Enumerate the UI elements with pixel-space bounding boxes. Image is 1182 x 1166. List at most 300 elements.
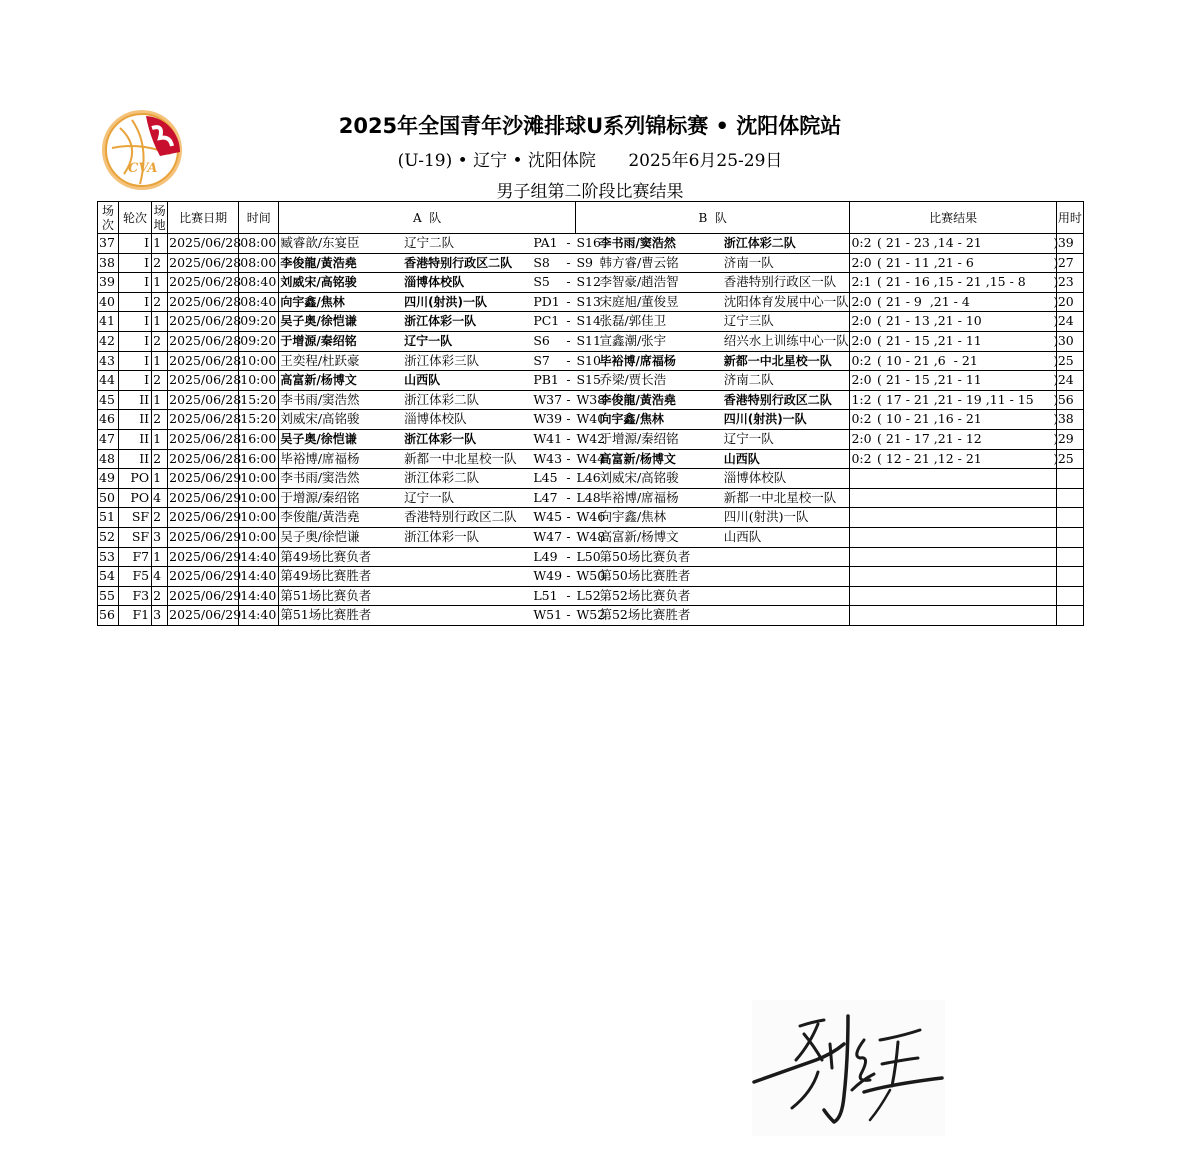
signature <box>752 1000 945 1136</box>
cell-round: I <box>119 331 152 351</box>
cell-team-b-name <box>723 547 850 567</box>
cell-code-b: L46 <box>575 469 598 489</box>
cell-court: 1 <box>152 429 168 449</box>
cell-duration <box>1056 567 1083 587</box>
cell-team-a-name: 淄博体校队 <box>403 273 532 293</box>
cell-team-a-name <box>403 567 532 587</box>
table-row <box>98 527 1084 547</box>
cell-team-b-name: 淄博体校队 <box>723 469 850 489</box>
cell-team-b-name: 沈阳体育发展中心一队 <box>723 292 850 312</box>
cell-round: F7 <box>119 547 152 567</box>
cell-separator: - <box>565 586 575 606</box>
cell-separator: - <box>565 234 575 254</box>
cell-date: 2025/06/28 <box>168 390 239 410</box>
cell-round: I <box>119 292 152 312</box>
cell-set-close: ) <box>1052 410 1056 430</box>
cell-code-a: PB1 <box>532 371 565 391</box>
table-row <box>98 488 1084 508</box>
cell-set-scores: ( 10 - 21 ,6 - 21 <box>876 351 1052 371</box>
cell-time: 16:00 <box>239 429 279 449</box>
cell-team-a-name <box>403 547 532 567</box>
cell-time: 08:00 <box>239 253 279 273</box>
group-heading: 男子组第二阶段比赛结果 <box>496 182 684 202</box>
cell-date: 2025/06/28 <box>168 371 239 391</box>
cell-team-a-players: 第51场比赛胜者 <box>279 606 403 626</box>
cell-separator: - <box>565 312 575 332</box>
cell-team-b-name <box>723 567 850 587</box>
cell-team-b-name: 山西队 <box>723 449 850 469</box>
cell-date: 2025/06/29 <box>168 586 239 606</box>
cell-duration <box>1056 527 1083 547</box>
cell-team-b-name: 香港特别行政区一队 <box>723 273 850 293</box>
cell-court: 3 <box>152 527 168 547</box>
cell-duration: 29 <box>1056 429 1083 449</box>
cell-court: 2 <box>152 508 168 528</box>
cell-set-scores <box>876 586 1052 606</box>
cell-code-b: W44 <box>575 449 598 469</box>
cell-score: 0:2 <box>850 234 876 254</box>
cell-court: 1 <box>152 390 168 410</box>
cell-set-scores <box>876 527 1052 547</box>
table-header-row <box>98 202 1084 234</box>
table-row <box>98 390 1084 410</box>
cell-court: 2 <box>152 410 168 430</box>
cell-date: 2025/06/28 <box>168 410 239 430</box>
cell-code-b: L52 <box>575 586 598 606</box>
cell-team-b-players: 李书雨/窦浩然 <box>598 234 722 254</box>
cell-no: 41 <box>98 312 119 332</box>
cell-round: II <box>119 390 152 410</box>
cell-code-b: S14 <box>575 312 598 332</box>
cell-team-b-players: 李俊龍/黃浩堯 <box>598 390 722 410</box>
cell-set-scores <box>876 606 1052 626</box>
cell-team-b-players: 张磊/郭佳卫 <box>598 312 722 332</box>
cell-score: 2:0 <box>850 371 876 391</box>
table-row <box>98 449 1084 469</box>
cell-duration <box>1056 606 1083 626</box>
cell-separator: - <box>565 469 575 489</box>
cell-set-scores: ( 21 - 23 ,14 - 21 <box>876 234 1052 254</box>
cell-score <box>850 547 876 567</box>
cell-team-b-name: 四川(射洪)一队 <box>723 410 850 430</box>
cell-time: 09:20 <box>239 312 279 332</box>
table-row <box>98 567 1084 587</box>
cell-team-b-players: 刘威宋/高铭骏 <box>598 469 722 489</box>
cell-team-b-players: 第50场比赛胜者 <box>598 567 722 587</box>
cell-code-b: S13 <box>575 292 598 312</box>
cell-score: 0:2 <box>850 351 876 371</box>
header-round: 轮次 <box>119 202 152 234</box>
cell-set-scores: ( 21 - 16 ,15 - 21 ,15 - 8 <box>876 273 1052 293</box>
cell-team-a-name: 浙江体彩一队 <box>403 312 532 332</box>
table-row <box>98 273 1084 293</box>
cell-set-scores: ( 21 - 11 ,21 - 6 <box>876 253 1052 273</box>
cell-score <box>850 488 876 508</box>
cell-time: 14:40 <box>239 586 279 606</box>
cell-code-b: S15 <box>575 371 598 391</box>
cell-team-a-name: 新都一中北星校一队 <box>403 449 532 469</box>
cell-team-a-players: 于增源/秦绍铭 <box>279 331 403 351</box>
cell-court: 1 <box>152 312 168 332</box>
cell-court: 1 <box>152 351 168 371</box>
cell-score <box>850 469 876 489</box>
cell-team-b-players: 第52场比赛负者 <box>598 586 722 606</box>
cell-set-close: ) <box>1052 371 1056 391</box>
cell-separator: - <box>565 410 575 430</box>
cell-team-a-players: 吴子奥/徐恺谦 <box>279 527 403 547</box>
cell-no: 53 <box>98 547 119 567</box>
cell-round: I <box>119 351 152 371</box>
cell-date: 2025/06/28 <box>168 253 239 273</box>
table-row <box>98 331 1084 351</box>
cell-set-scores: ( 10 - 21 ,16 - 21 <box>876 410 1052 430</box>
cell-code-b: L50 <box>575 547 598 567</box>
cell-team-a-players: 刘威宋/高铭骏 <box>279 273 403 293</box>
cell-court: 2 <box>152 331 168 351</box>
cell-duration: 38 <box>1056 410 1083 430</box>
cell-set-scores: ( 17 - 21 ,21 - 19 ,11 - 15 <box>876 390 1052 410</box>
page-subtitle: (U-19) • 辽宁 • 沈阳体院 2025年6月25-29日 <box>397 151 783 171</box>
cell-separator: - <box>565 253 575 273</box>
cell-date: 2025/06/29 <box>168 508 239 528</box>
cell-date: 2025/06/28 <box>168 292 239 312</box>
cell-team-b-name: 辽宁三队 <box>723 312 850 332</box>
cell-court: 1 <box>152 547 168 567</box>
cell-no: 49 <box>98 469 119 489</box>
cell-team-b-players: 韩方睿/曹云铭 <box>598 253 722 273</box>
cell-set-scores <box>876 488 1052 508</box>
cell-set-scores: ( 21 - 9 ,21 - 4 <box>876 292 1052 312</box>
cell-team-b-name <box>723 606 850 626</box>
cell-score <box>850 508 876 528</box>
cell-court: 1 <box>152 234 168 254</box>
cell-team-a-name: 浙江体彩一队 <box>403 429 532 449</box>
cell-separator: - <box>565 488 575 508</box>
cell-duration <box>1056 508 1083 528</box>
cell-duration <box>1056 469 1083 489</box>
cell-round: PO <box>119 469 152 489</box>
cell-duration: 23 <box>1056 273 1083 293</box>
cell-set-close: ) <box>1052 312 1056 332</box>
cell-team-a-players: 毕裕博/席福杨 <box>279 449 403 469</box>
cell-code-b: W48 <box>575 527 598 547</box>
cell-score <box>850 586 876 606</box>
cell-duration <box>1056 488 1083 508</box>
cell-team-a-name: 浙江体彩一队 <box>403 527 532 547</box>
cell-team-b-players: 向宇鑫/焦林 <box>598 410 722 430</box>
cell-separator: - <box>565 508 575 528</box>
cell-code-a: W47 <box>532 527 565 547</box>
cell-separator: - <box>565 567 575 587</box>
cell-duration: 56 <box>1056 390 1083 410</box>
cell-team-b-players: 向宇鑫/焦林 <box>598 508 722 528</box>
cell-no: 40 <box>98 292 119 312</box>
cell-round: F3 <box>119 586 152 606</box>
cell-code-a: W37 <box>532 390 565 410</box>
cell-round: I <box>119 253 152 273</box>
cell-round: PO <box>119 488 152 508</box>
cell-code-a: L47 <box>532 488 565 508</box>
table-row <box>98 234 1084 254</box>
cell-team-a-players: 刘威宋/高铭骏 <box>279 410 403 430</box>
table-row <box>98 253 1084 273</box>
cell-date: 2025/06/28 <box>168 234 239 254</box>
cell-no: 39 <box>98 273 119 293</box>
cell-round: II <box>119 449 152 469</box>
cell-time: 14:40 <box>239 567 279 587</box>
cell-duration: 24 <box>1056 371 1083 391</box>
cell-time: 15:20 <box>239 410 279 430</box>
cell-team-a-players: 李俊龍/黃浩堯 <box>279 253 403 273</box>
cell-time: 09:20 <box>239 331 279 351</box>
cell-court: 4 <box>152 488 168 508</box>
page-title: 2025年全国青年沙滩排球U系列锦标赛 • 沈阳体院站 <box>338 114 842 138</box>
cell-score: 2:0 <box>850 253 876 273</box>
cell-court: 1 <box>152 469 168 489</box>
cell-team-a-name <box>403 606 532 626</box>
cell-round: F5 <box>119 567 152 587</box>
cell-round: F1 <box>119 606 152 626</box>
cell-code-a: L49 <box>532 547 565 567</box>
cell-team-b-players: 第52场比赛胜者 <box>598 606 722 626</box>
cell-time: 15:20 <box>239 390 279 410</box>
cell-team-b-players: 李智豪/趙浩智 <box>598 273 722 293</box>
cell-code-b: W38 <box>575 390 598 410</box>
cell-team-b-players: 高富新/杨博文 <box>598 449 722 469</box>
cell-date: 2025/06/28 <box>168 449 239 469</box>
cell-date: 2025/06/28 <box>168 312 239 332</box>
cell-round: II <box>119 429 152 449</box>
cell-team-a-players: 第51场比赛负者 <box>279 586 403 606</box>
cell-no: 52 <box>98 527 119 547</box>
cell-round: I <box>119 234 152 254</box>
table-row <box>98 371 1084 391</box>
cell-date: 2025/06/29 <box>168 606 239 626</box>
cell-duration: 25 <box>1056 449 1083 469</box>
cell-time: 10:00 <box>239 469 279 489</box>
cell-set-close: ) <box>1052 429 1056 449</box>
cell-separator: - <box>565 273 575 293</box>
cell-team-a-players: 李俊龍/黃浩堯 <box>279 508 403 528</box>
cell-date: 2025/06/28 <box>168 429 239 449</box>
cell-set-close: ) <box>1052 449 1056 469</box>
cell-set-scores: ( 21 - 17 ,21 - 12 <box>876 429 1052 449</box>
cell-team-a-players: 王奕程/杜跃豪 <box>279 351 403 371</box>
cell-no: 47 <box>98 429 119 449</box>
cell-team-a-name: 浙江体彩三队 <box>403 351 532 371</box>
cell-team-a-players: 高富新/杨博文 <box>279 371 403 391</box>
cell-score: 1:2 <box>850 390 876 410</box>
cell-score: 0:2 <box>850 410 876 430</box>
cell-set-close: ) <box>1052 390 1056 410</box>
cell-set-close: ) <box>1052 351 1056 371</box>
cell-code-a: W45 <box>532 508 565 528</box>
cell-team-a-name: 香港特别行政区二队 <box>403 508 532 528</box>
cell-duration: 30 <box>1056 331 1083 351</box>
cell-no: 37 <box>98 234 119 254</box>
cell-court: 4 <box>152 567 168 587</box>
cell-separator: - <box>565 527 575 547</box>
cell-no: 56 <box>98 606 119 626</box>
cell-code-b: W50 <box>575 567 598 587</box>
cell-time: 16:00 <box>239 449 279 469</box>
cell-team-a-players: 向宇鑫/焦林 <box>279 292 403 312</box>
cell-score: 2:0 <box>850 331 876 351</box>
cell-court: 2 <box>152 449 168 469</box>
cell-round: SF <box>119 527 152 547</box>
header-time: 时间 <box>239 202 279 234</box>
cell-code-b: S11 <box>575 331 598 351</box>
cell-team-a-players: 吴子奥/徐恺谦 <box>279 312 403 332</box>
cell-no: 46 <box>98 410 119 430</box>
cell-separator: - <box>565 371 575 391</box>
cell-team-b-players: 宋庭旭/董俊昱 <box>598 292 722 312</box>
header-team-b: B 队 <box>575 202 850 234</box>
table-row <box>98 351 1084 371</box>
table-row <box>98 429 1084 449</box>
cell-no: 43 <box>98 351 119 371</box>
cell-no: 54 <box>98 567 119 587</box>
cell-score: 2:1 <box>850 273 876 293</box>
cell-code-a: PC1 <box>532 312 565 332</box>
cell-code-a: W49 <box>532 567 565 587</box>
cell-time: 08:00 <box>239 234 279 254</box>
cell-set-scores <box>876 567 1052 587</box>
cell-team-b-players: 毕裕博/席福杨 <box>598 488 722 508</box>
cell-code-a: W43 <box>532 449 565 469</box>
cell-set-scores: ( 12 - 21 ,12 - 21 <box>876 449 1052 469</box>
cell-no: 38 <box>98 253 119 273</box>
cell-code-a: PD1 <box>532 292 565 312</box>
cell-date: 2025/06/28 <box>168 331 239 351</box>
cell-time: 08:40 <box>239 292 279 312</box>
cell-round: SF <box>119 508 152 528</box>
cell-team-a-name: 山西队 <box>403 371 532 391</box>
cell-set-close: ) <box>1052 331 1056 351</box>
cell-team-a-players: 第49场比赛胜者 <box>279 567 403 587</box>
results-table <box>97 201 1084 626</box>
cell-court: 1 <box>152 273 168 293</box>
cell-team-a-players: 李书雨/窦浩然 <box>279 390 403 410</box>
cell-date: 2025/06/29 <box>168 547 239 567</box>
cell-no: 55 <box>98 586 119 606</box>
cell-duration: 24 <box>1056 312 1083 332</box>
cell-duration <box>1056 586 1083 606</box>
cell-separator: - <box>565 449 575 469</box>
table-row <box>98 410 1084 430</box>
cell-score <box>850 527 876 547</box>
cell-team-b-players: 于增源/秦绍铭 <box>598 429 722 449</box>
cell-team-a-players: 李书雨/窦浩然 <box>279 469 403 489</box>
header-result: 比赛结果 <box>850 202 1056 234</box>
cell-separator: - <box>565 331 575 351</box>
cell-team-b-name: 香港特别行政区二队 <box>723 390 850 410</box>
cell-code-a: L45 <box>532 469 565 489</box>
cell-time: 10:00 <box>239 351 279 371</box>
cell-team-a-name: 四川(射洪)一队 <box>403 292 532 312</box>
cell-team-a-name: 辽宁一队 <box>403 331 532 351</box>
header-no: 场 次 <box>98 202 119 234</box>
cell-set-scores: ( 21 - 15 ,21 - 11 <box>876 331 1052 351</box>
cell-no: 45 <box>98 390 119 410</box>
table-row <box>98 312 1084 332</box>
cell-date: 2025/06/29 <box>168 527 239 547</box>
cell-set-close: ) <box>1052 253 1056 273</box>
cell-team-b-players: 高富新/杨博文 <box>598 527 722 547</box>
cva-logo <box>100 108 184 192</box>
cell-team-b-name: 浙江体彩二队 <box>723 234 850 254</box>
cell-code-a: W51 <box>532 606 565 626</box>
cell-code-a: PA1 <box>532 234 565 254</box>
cell-code-a: W41 <box>532 429 565 449</box>
cell-round: II <box>119 410 152 430</box>
logo-text: CVA <box>128 161 158 176</box>
cell-team-a-players: 第49场比赛负者 <box>279 547 403 567</box>
cell-set-scores <box>876 547 1052 567</box>
cell-set-scores <box>876 508 1052 528</box>
cell-code-a: S6 <box>532 331 565 351</box>
cell-round: I <box>119 273 152 293</box>
cell-time: 14:40 <box>239 606 279 626</box>
cell-code-a: L51 <box>532 586 565 606</box>
cell-team-b-name: 新都一中北星校一队 <box>723 351 850 371</box>
cell-no: 48 <box>98 449 119 469</box>
cell-score: 2:0 <box>850 292 876 312</box>
cell-score: 2:0 <box>850 429 876 449</box>
cell-round: I <box>119 371 152 391</box>
cell-set-scores: ( 21 - 13 ,21 - 10 <box>876 312 1052 332</box>
cell-team-b-players: 乔梁/贾长浩 <box>598 371 722 391</box>
cell-code-b: W42 <box>575 429 598 449</box>
header-court: 场 地 <box>152 202 168 234</box>
cell-code-b: W40 <box>575 410 598 430</box>
cell-code-b: S12 <box>575 273 598 293</box>
cell-court: 2 <box>152 586 168 606</box>
cell-date: 2025/06/28 <box>168 351 239 371</box>
cell-separator: - <box>565 429 575 449</box>
cell-code-b: S9 <box>575 253 598 273</box>
cell-code-b: W46 <box>575 508 598 528</box>
cell-score <box>850 606 876 626</box>
cell-code-a: S8 <box>532 253 565 273</box>
cell-team-a-name: 辽宁一队 <box>403 488 532 508</box>
cell-set-close: ) <box>1052 292 1056 312</box>
cell-separator: - <box>565 547 575 567</box>
cell-date: 2025/06/29 <box>168 567 239 587</box>
cell-team-a-name: 辽宁二队 <box>403 234 532 254</box>
cell-court: 2 <box>152 292 168 312</box>
cell-time: 08:40 <box>239 273 279 293</box>
cell-set-close: ) <box>1052 273 1056 293</box>
cell-date: 2025/06/29 <box>168 488 239 508</box>
cell-team-a-name: 淄博体校队 <box>403 410 532 430</box>
cell-team-b-name: 济南二队 <box>723 371 850 391</box>
cell-code-b: S10 <box>575 351 598 371</box>
cell-team-a-name: 浙江体彩二队 <box>403 469 532 489</box>
cell-code-a: S5 <box>532 273 565 293</box>
table-row <box>98 586 1084 606</box>
cell-team-b-players: 宣鑫潮/张宇 <box>598 331 722 351</box>
cell-court: 2 <box>152 371 168 391</box>
cell-score: 2:0 <box>850 312 876 332</box>
cell-team-b-name: 辽宁一队 <box>723 429 850 449</box>
cell-time: 14:40 <box>239 547 279 567</box>
cell-separator: - <box>565 390 575 410</box>
cell-separator: - <box>565 606 575 626</box>
cell-code-a: W39 <box>532 410 565 430</box>
cell-team-b-name: 新都一中北星校一队 <box>723 488 850 508</box>
cell-score: 0:2 <box>850 449 876 469</box>
